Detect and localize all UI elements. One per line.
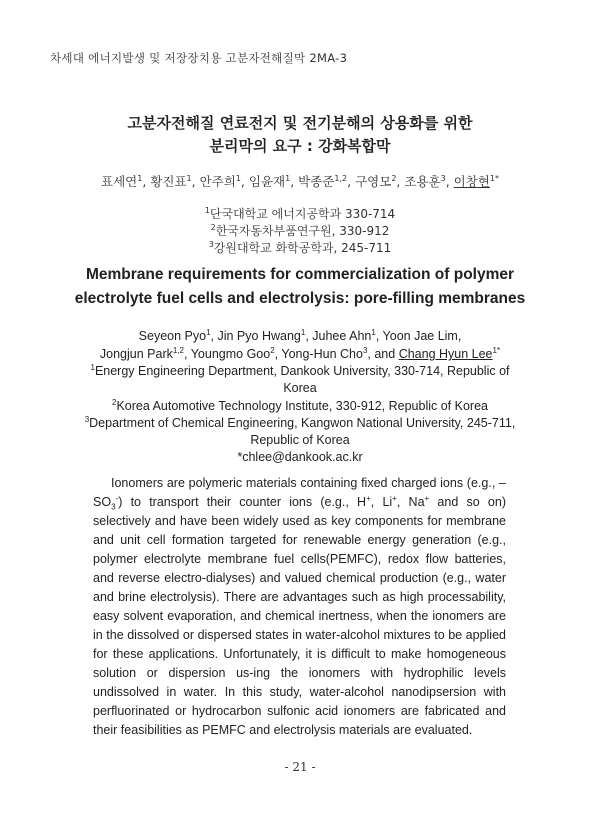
english-affiliation-3-cont: Republic of Korea	[250, 433, 350, 447]
english-title-line2: electrolyte fuel cells and electrolysis: pore-filling membranes	[74, 290, 526, 307]
english-authors-line1: Seyeon Pyo$^1$, Jin Pyo Hwang$^1$, Juhee Ahn$^1$, Yoon Jae Lim,	[138, 327, 462, 343]
korean-author: 표세연	[101, 174, 138, 189]
korean-author: 조용훈	[404, 174, 441, 189]
page-number: - 21 -	[284, 760, 316, 774]
running-header: 차세대 에너지발생 및 저장장치용 고분자전해질막 2MA-3	[50, 51, 348, 65]
korean-affiliation-2: $^2$한국자동차부품연구원, 330-912	[210, 223, 390, 238]
english-affiliation-3: $^3$Department of Chemical Engineering, Kangwon National University, 245-711,	[84, 414, 516, 430]
korean-title-line1: 고분자전해질 연료전지 및 전기분해의 상용화를 위한	[127, 114, 473, 132]
korean-author: 구영모	[355, 174, 392, 189]
contact-email: *chlee@dankook.ac.kr	[237, 450, 363, 464]
korean-author: 황진표	[150, 174, 187, 189]
korean-author: 안주희	[199, 174, 236, 189]
english-affiliation-1: $^1$Energy Engineering Department, Dankook University, 330-714, Republic of	[90, 362, 510, 378]
korean-affiliation-3: $^3$강원대학교 화학공학과, 245-711	[208, 240, 392, 255]
english-affiliation-1-cont: Korea	[283, 381, 317, 395]
english-affiliation-2: $^2$Korea Automotive Technology Institute, 330-912, Republic of Korea	[112, 397, 488, 413]
korean-corresponding-author: 이창현	[453, 174, 490, 189]
korean-author-list: 표세연$^1$, 황진표$^1$, 안주희$^1$, 임윤재$^1$, 박종준$^{1,2}$, 구영모$^2$, 조용훈$^3$, 이창현$^{1*}$	[101, 173, 499, 189]
korean-author: 박종준	[298, 174, 335, 189]
korean-affiliation-1: $^1$단국대학교 에너지공학과 330-714	[204, 206, 396, 221]
korean-author: 임윤재	[248, 174, 286, 189]
korean-title-line2: 분리막의 요구 : 강화복합막	[209, 137, 391, 155]
english-title-line1: Membrane requirements for commercialization of polymer	[85, 266, 515, 283]
abstract-paragraph: Ionomers are polymeric materials containing fixed charged ions (e.g., $-SO_3^-$) to transport their counter ions (e.g., H+, Li+, Na+ and so on) selectively and have been widely used as key components for membrane and unit cell formation targeted for renewable energy generation (e.g., polymer electrolyte membrane fuel cells(PEMFC), redox flow batteries, and reverse electro-dialyses) and valued chemical production (e.g., water and brine electrolysis). There are advantages such as high processability, easy solvent evaporation, and chemical inertness, when the ionomers are in the dissolved or dispersed states in water-alcohol mixtures to be applied for these applications. Unfortunately, it is difficult to make homogeneous solution or dispersion us-ing the ionomers with hydrophilic levels undissolved in water. In this study, water-alcohol nanodipsersion with perfluorinated or hydrocarbon sulfonic acid ionomers are fabricated and their feasibilities as PEMFC and electrolysis materials are evaluated.	[93, 476, 506, 737]
corresponding-author: Chang Hyun Lee	[398, 347, 493, 361]
english-authors-line2: Jongjun Park$^{1,2}$, Youngmo Goo$^2$, Yong-Hun Cho$^3$, and Chang Hyun Lee$^{1*}$	[99, 345, 501, 361]
